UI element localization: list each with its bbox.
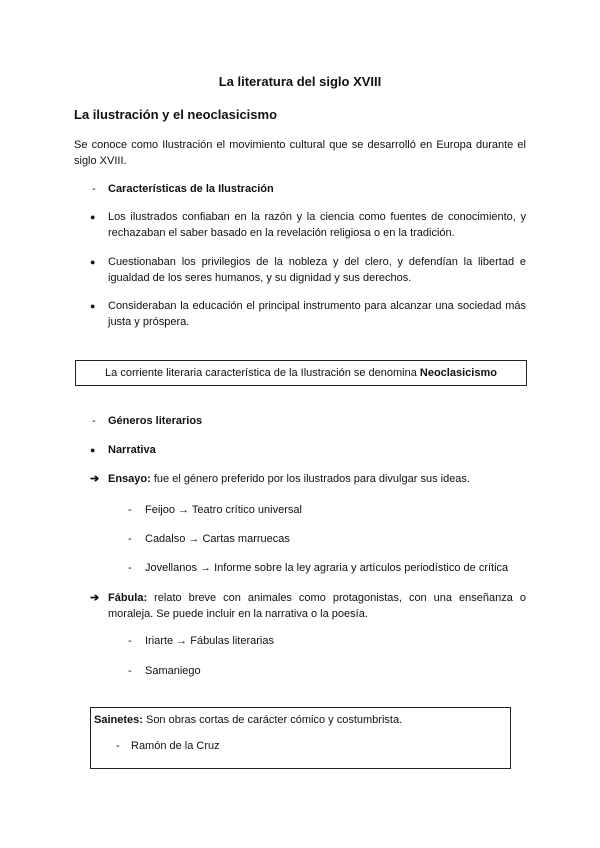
ensayo-definition (108, 471, 470, 487)
list-item: Consideraban la educación el principal instrumento para alcanzar una sociedad más justa y próspera. (108, 300, 526, 328)
list-item: Cadalso → Cartas marruecas (145, 533, 290, 545)
sainetes-box (90, 707, 511, 769)
list-item: Jovellanos → Informe sobre la ley agraria y artículos periodístico de crítica (145, 562, 509, 574)
sainetes-text: Son obras cortas de carácter cómico y costumbrista. (142, 714, 403, 726)
fabula-label: Fábula: (108, 592, 148, 604)
list-item: Los ilustrados confiaban en la razón y la ciencia como fuentes de conocimiento, y rechazaban el saber basado en la revelación religiosa o en la tradición. (108, 211, 526, 239)
dash-marker: - (128, 533, 132, 545)
fabula-text: relato breve con animales como protagonistas, con una enseñanza o moraleja. Se puede incluir en la narrativa o la poesía. (108, 592, 526, 620)
ensayo-label: Ensayo: (108, 473, 151, 485)
list-item: Samaniego (145, 665, 201, 677)
arrow-icon: ➔ (90, 592, 100, 604)
bullet-icon: ● (90, 257, 96, 267)
list-item: Ramón de la Cruz (131, 740, 220, 752)
sainetes-label: Sainetes: (94, 714, 143, 726)
intro-paragraph: Se conoce como Ilustración el movimiento cultural que se desarrolló en Europa durante el siglo XVIII. (74, 139, 526, 167)
genres-heading: Géneros literarios (108, 415, 203, 427)
bullet-icon: ● (90, 212, 96, 222)
callout-text (76, 365, 526, 381)
dash-marker: - (92, 183, 96, 195)
dash-marker: - (116, 740, 120, 752)
arrow-icon: ➔ (90, 473, 100, 485)
neoclasicismo-callout (75, 360, 527, 386)
section-heading: La ilustración y el neoclasicismo (74, 107, 278, 122)
narrative-heading: Narrativa (108, 444, 156, 456)
fabula-definition (108, 590, 526, 622)
bullet-icon: ● (90, 301, 96, 311)
dash-marker: - (128, 635, 132, 647)
bullet-icon: ● (90, 445, 96, 455)
page-title: La literatura del siglo XVIII (218, 74, 382, 89)
ensayo-text: fue el género preferido por los ilustrados para divulgar sus ideas. (150, 473, 470, 485)
dash-marker: - (92, 415, 96, 427)
list-item: Feijoo → Teatro crítico universal (145, 504, 302, 516)
sainetes-definition (94, 712, 402, 728)
dash-marker: - (128, 504, 132, 516)
callout-bold-term: Neoclasicismo (419, 367, 497, 379)
list-item: Iriarte → Fábulas literarias (145, 635, 274, 647)
dash-marker: - (128, 562, 132, 574)
list-item: Cuestionaban los privilegios de la nobleza y del clero, y defendían la libertad e igualdad de los seres humanos, y su dignidad y sus derechos. (108, 256, 526, 284)
dash-marker: - (128, 665, 132, 677)
callout-sentence: La corriente literaria característica de la Ilustración se denomina (105, 367, 420, 379)
characteristics-heading: Características de la Ilustración (108, 183, 274, 195)
